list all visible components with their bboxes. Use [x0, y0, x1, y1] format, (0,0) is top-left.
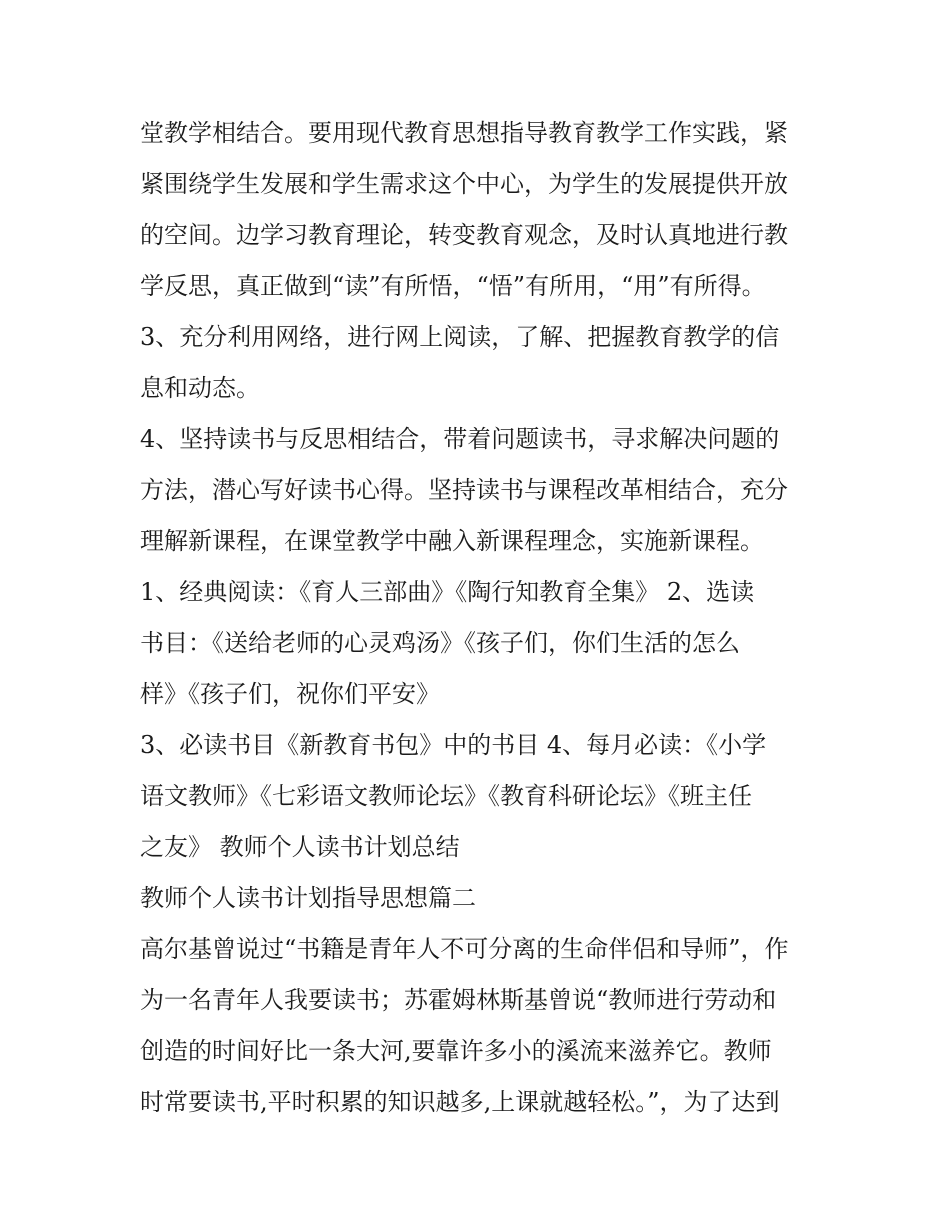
text-line: 语文教师》《七彩语文教师论坛》《教育科研论坛》《班主任 — [140, 782, 752, 810]
text-line: 理解新课程，在课堂教学中融入新课程理念，实施新课程。 — [140, 527, 764, 555]
text-line: 方法，潜心写好读书心得。坚持读书与课程改革相结合，充分 — [140, 476, 788, 504]
section-heading: 教师个人读书计划指导思想篇二 — [140, 884, 476, 912]
text-line: 息和动态。 — [140, 374, 260, 402]
text-line: 高尔基曾说过“书籍是青年人不可分离的生命伴侣和导师”，作 — [140, 935, 789, 963]
text-line: 样》《孩子们，祝你们平安》 — [140, 680, 440, 708]
text-line: 3、充分利用网络，进行网上阅读，了解、把握教育教学的信 — [140, 323, 780, 351]
text-line: 之友》 教师个人读书计划总结 — [140, 833, 460, 861]
text-line: 书目：《送给老师的心灵鸡汤》《孩子们，你们生活的怎么 — [140, 629, 740, 657]
text-line: 为一名青年人我要读书；苏霍姆林斯基曾说“教师进行劳动和 — [140, 986, 777, 1014]
text-line: 1、经典阅读：《育人三部曲》《陶行知教育全集》 2、选读 — [140, 578, 755, 606]
text-line: 4、坚持读书与反思相结合，带着问题读书，寻求解决问题的 — [140, 425, 780, 453]
document-body — [140, 108, 830, 1128]
text-line: 紧围绕学生发展和学生需求这个中心，为学生的发展提供开放 — [140, 170, 788, 198]
text-line: 的空间。边学习教育理论，转变教育观念，及时认真地进行教 — [140, 221, 788, 249]
text-line: 学反思，真正做到“读”有所悟，“悟”有所用，“用”有所得。 — [140, 272, 766, 300]
text-line: 3、必读书目《新教育书包》中的书目 4、每月必读：《小学 — [140, 731, 767, 759]
text-line: 时常要读书,平时积累的知识越多,上课就越轻松。”，为了达到 — [140, 1088, 780, 1116]
text-line: 创造的时间好比一条大河,要靠许多小的溪流来滋养它。教师 — [140, 1037, 772, 1065]
text-line: 堂教学相结合。要用现代教育思想指导教育教学工作实践，紧 — [140, 119, 788, 147]
